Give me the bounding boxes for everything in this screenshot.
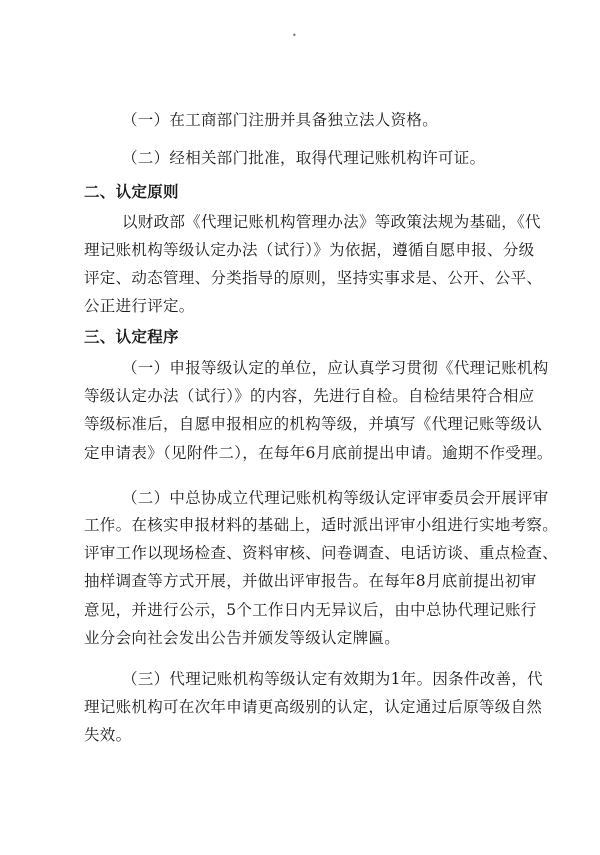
principles-paragraph-line: 理记账机构等级认定办法（试行）》为依据，遵循自愿申报、分级 bbox=[84, 241, 535, 259]
procedure-3-line: 理记账机构可在次年申请更高级别的认定，认定通过后原等级自然 bbox=[84, 698, 543, 716]
section-heading-procedure: 三、认定程序 bbox=[84, 328, 179, 346]
procedure-3-line: 失效。 bbox=[84, 726, 132, 744]
procedure-2-line: 业分会向社会发出公告并颁发等级认定牌匾。 bbox=[84, 629, 401, 647]
principles-paragraph-line: 以财政部《代理记账机构管理办法》等政策法规为基础，《代 bbox=[122, 213, 541, 231]
principles-paragraph-line: 评定、动态管理、分类指导的原则，坚持实事求是、公开、公平、 bbox=[84, 269, 543, 287]
procedure-2-line: 评审工作以现场检查、资料审核、问卷调查、电话访谈、重点检查、 bbox=[84, 544, 559, 562]
procedure-2-line: 意见，并进行公示，5个工作日内无异议后，由中总协代理记账行 bbox=[84, 601, 537, 619]
page-top-mark: • bbox=[292, 31, 298, 40]
procedure-1-line: 定申请表》（见附件二），在每年6月底前提出申请。逾期不作受理。 bbox=[84, 444, 553, 462]
procedure-2-line: 工作。在核实申报材料的基础上，适时派出评审小组进行实地考察。 bbox=[84, 516, 559, 534]
procedure-2-line: （二）中总协成立代理记账机构等级认定评审委员会开展评审 bbox=[122, 489, 549, 507]
item-registration: （一）在工商部门注册并具备独立法人资格。 bbox=[122, 111, 439, 129]
procedure-3-line: （三）代理记账机构等级认定有效期为1年。因条件改善，代 bbox=[122, 670, 543, 688]
section-heading-principles: 二、认定原则 bbox=[84, 183, 179, 201]
procedure-1-line: 等级标准后，自愿申报相应的机构等级，并填写《代理记账等级认 bbox=[84, 415, 543, 433]
principles-paragraph-line: 公正进行评定。 bbox=[84, 297, 195, 315]
procedure-1-line: 等级认定办法（试行）》的内容，先进行自检。自检结果符合相应 bbox=[84, 387, 535, 405]
item-license: （二）经相关部门批准，取得代理记账机构许可证。 bbox=[122, 149, 486, 167]
procedure-1-line: （一）申报等级认定的单位，应认真学习贯彻《代理记账机构 bbox=[122, 359, 549, 377]
procedure-2-line: 抽样调查等方式开展，并做出评审报告。在每年8月底前提出初审 bbox=[84, 572, 537, 590]
